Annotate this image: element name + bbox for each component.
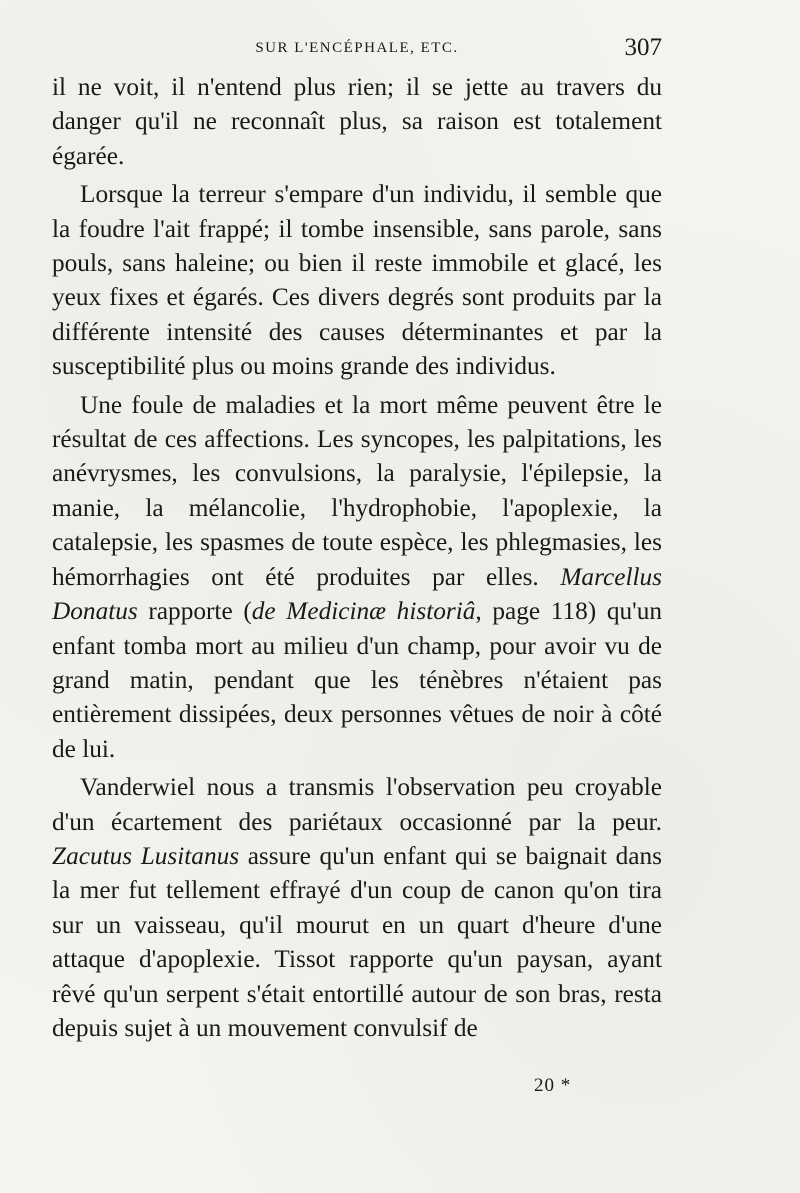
running-title: SUR L'ENCÉPHALE, ETC. <box>255 40 459 56</box>
paragraph-vanderwiel <box>52 770 662 1045</box>
paragraph-text: il ne voit, il n'entend plus rien; il se jette au travers du danger qu'il ne reconnaît plus, sa raison est totalement égarée. <box>52 73 662 170</box>
page-number: 307 <box>624 34 662 61</box>
author-name: Zacutus Lusitanus <box>52 841 240 870</box>
paragraph-text: Vanderwiel nous a transmis l'observation peu croyable d'un écartement des pariétaux occasionné par la peur. <box>52 773 662 836</box>
paragraph-text: Lorsque la terreur s'empare d'un individu, il semble que la foudre l'ait frappé; il tombe insensible, sans parole, sans pouls, sans haleine; ou bien il reste immobile et glacé, les yeux fixes et égarés. Ces divers degrés sont produits par la différente intensité des causes déterminantes et par la susceptibilité plus ou moins grande des individus. <box>52 180 662 381</box>
signature-mark: 20 * <box>534 1075 572 1096</box>
paragraph-terror <box>52 177 662 383</box>
body-text <box>52 70 662 1045</box>
paragraph-text: Une foule de maladies et la mort même peuvent être le résultat de ces affections. Les syncopes, les palpitations, les anévrysmes, les convulsions, la paralysie, l'épilepsie, la manie, la mélancolie, l'hydrophobie, l'apoplexie, la catalepsie, les spasmes de toute espèce, les phlegmasies, les hémorrhagies ont été produites par elles. <box>52 390 662 591</box>
author-name: Marcellus Donatus <box>52 562 662 626</box>
paragraph-continuation <box>52 70 662 173</box>
running-head <box>52 34 662 64</box>
book-title: de Medicinæ historiâ <box>251 597 476 626</box>
paragraph-text: rapporte ( <box>137 597 252 626</box>
paragraph-text: assure qu'un enfant qui se baignait dans la mer fut tellement effrayé d'un coup de canon qu'on tira sur un vaisseau, qu'il mourut en un quart d'heure d'une attaque d'apoplexie. Tissot rapporte qu'un paysan, ayant rêvé qu'un serpent s'était entortillé autour de son bras, resta depuis sujet à un mouvement convulsif de <box>52 841 662 1042</box>
paragraph-maladies <box>52 388 662 766</box>
paragraph-text: , page 118) qu'un enfant tomba mort au milieu d'un champ, pour avoir vu de grand matin, pendant que les ténèbres n'étaient pas entièrement dissipées, deux personnes vêtues de noir à côté de lui. <box>52 597 663 763</box>
